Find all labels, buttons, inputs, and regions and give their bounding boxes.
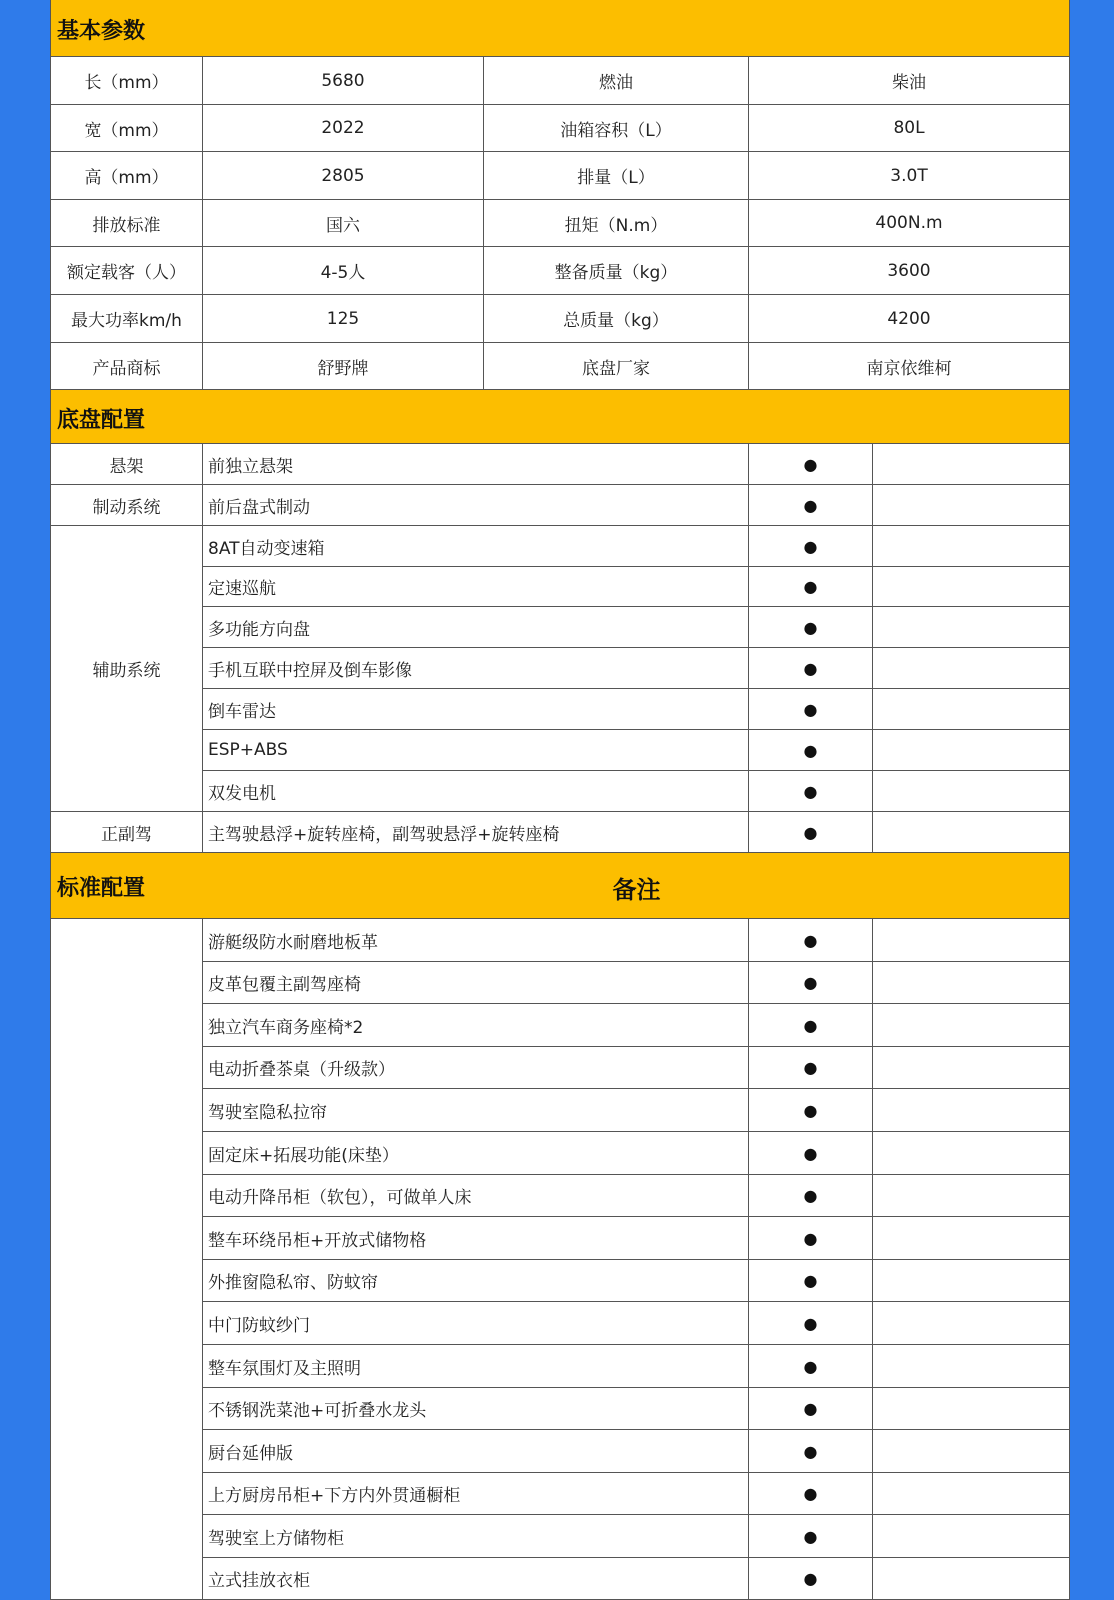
param-value: 2022 [203,105,484,152]
param-label-right: 扭矩（N.m） [484,200,749,247]
param-value-right: 3600 [749,247,1069,295]
chassis-note-cell [873,689,1069,730]
included-mark-icon: ● [803,1015,818,1035]
param-value-right: 柴油 [749,57,1069,105]
standard-included-cell [749,1515,873,1558]
chassis-included-cell [749,730,873,771]
standard-note-cell [873,1089,1069,1132]
chassis-included-cell [749,526,873,567]
included-mark-icon: ● [803,699,818,719]
chassis-item: 多功能方向盘 [203,607,749,648]
chassis-item: 倒车雷达 [203,689,749,730]
included-mark-icon: ● [803,1569,818,1588]
standard-included-cell [749,1558,873,1600]
spec-sheet [50,0,1070,1600]
chassis-config-title: 底盘配置 [57,408,146,433]
param-label: 额定载客（人） [51,247,203,295]
included-mark-icon: ● [803,1186,818,1205]
chassis-group-label: 悬架 [51,444,203,485]
chassis-item: 双发电机 [203,771,749,812]
chassis-included-cell [749,812,873,853]
param-label-right: 底盘厂家 [484,343,749,390]
standard-item: 整车环绕吊柜+开放式储物格 [203,1217,749,1260]
chassis-included-cell [749,567,873,607]
standard-note-cell [873,1473,1069,1515]
standard-item: 游艇级防水耐磨地板革 [203,919,749,962]
standard-item: 电动折叠茶桌（升级款） [203,1047,749,1089]
chassis-item: ESP+ABS [203,730,749,771]
chassis-note-cell [873,812,1069,853]
param-label-right: 油箱容积（L） [484,105,749,152]
included-mark-icon: ● [803,1228,818,1248]
standard-item: 不锈钢洗菜池+可折叠水龙头 [203,1388,749,1430]
included-mark-icon: ● [803,1399,818,1418]
param-label: 排放标准 [51,200,203,247]
standard-group-label [51,919,203,1600]
standard-included-cell [749,1388,873,1430]
chassis-note-cell [873,730,1069,771]
param-value-right: 南京依维柯 [749,343,1069,390]
standard-included-cell [749,1047,873,1089]
included-mark-icon: ● [803,1058,818,1077]
param-label-right: 燃油 [484,57,749,105]
param-value-right: 400N.m [749,200,1069,247]
param-label: 长（mm） [51,57,203,105]
chassis-note-cell [873,607,1069,648]
included-mark-icon: ● [803,1526,818,1546]
param-label: 最大功率km/h [51,295,203,343]
chassis-item: 前后盘式制动 [203,485,749,526]
standard-note-cell [873,1175,1069,1217]
chassis-item: 8AT自动变速箱 [203,526,749,567]
standard-note-cell [873,1260,1069,1302]
param-label: 产品商标 [51,343,203,390]
param-label-right: 排量（L） [484,152,749,200]
standard-note-cell [873,1302,1069,1345]
included-mark-icon: ● [803,973,818,992]
param-value-right: 3.0T [749,152,1069,200]
standard-item: 皮革包覆主副驾座椅 [203,962,749,1004]
chassis-included-cell [749,648,873,689]
param-label: 高（mm） [51,152,203,200]
chassis-note-cell [873,771,1069,812]
included-mark-icon: ● [803,658,818,678]
chassis-note-cell [873,485,1069,526]
param-value: 国六 [203,200,484,247]
chassis-group-label: 辅助系统 [51,526,203,812]
standard-note-cell [873,1430,1069,1473]
chassis-item: 定速巡航 [203,567,749,607]
standard-included-cell [749,1089,873,1132]
included-mark-icon: ● [803,495,818,515]
param-value-right: 80L [749,105,1069,152]
standard-item: 电动升降吊柜（软包），可做单人床 [203,1175,749,1217]
standard-item: 驾驶室上方储物柜 [203,1515,749,1558]
chassis-item: 前独立悬架 [203,444,749,485]
standard-included-cell [749,962,873,1004]
standard-note-cell [873,1515,1069,1558]
standard-config-header [51,853,1069,919]
chassis-item: 手机互联中控屏及倒车影像 [203,648,749,689]
standard-note-cell [873,1047,1069,1089]
param-label-right: 总质量（kg） [484,295,749,343]
included-mark-icon: ● [803,536,818,556]
chassis-note-cell [873,648,1069,689]
standard-item: 立式挂放衣柜 [203,1558,749,1600]
included-mark-icon: ● [803,1441,818,1461]
standard-note-cell [873,1388,1069,1430]
standard-item: 整车氛围灯及主照明 [203,1345,749,1388]
param-label: 宽（mm） [51,105,203,152]
standard-config-title: 标准配置 [57,876,146,901]
included-mark-icon: ● [803,1484,818,1503]
chassis-note-cell [873,526,1069,567]
standard-included-cell [749,1345,873,1388]
standard-note-cell [873,962,1069,1004]
standard-item: 外推窗隐私帘、防蚊帘 [203,1260,749,1302]
standard-note-cell [873,919,1069,962]
standard-item: 厨台延伸版 [203,1430,749,1473]
chassis-included-cell [749,485,873,526]
included-mark-icon: ● [803,1271,818,1290]
param-value: 2805 [203,152,484,200]
standard-note-cell [873,1217,1069,1260]
param-value: 5680 [203,57,484,105]
standard-included-cell [749,1175,873,1217]
included-mark-icon: ● [803,577,818,596]
chassis-config-header [51,390,1069,444]
included-mark-icon: ● [803,1356,818,1376]
included-mark-icon: ● [803,822,818,842]
chassis-included-cell [749,689,873,730]
chassis-item: 主驾驶悬浮+旋转座椅，副驾驶悬浮+旋转座椅 [203,812,749,853]
included-mark-icon: ● [803,1313,818,1333]
param-value: 4-5人 [203,247,484,295]
standard-included-cell [749,1430,873,1473]
included-mark-icon: ● [803,781,818,801]
included-mark-icon: ● [803,1143,818,1163]
standard-included-cell [749,1302,873,1345]
notes-column-header: 备注 [612,876,661,904]
chassis-group-label: 制动系统 [51,485,203,526]
standard-item: 固定床+拓展功能(床垫） [203,1132,749,1175]
standard-item: 独立汽车商务座椅*2 [203,1004,749,1047]
standard-included-cell [749,1473,873,1515]
included-mark-icon: ● [803,617,818,637]
included-mark-icon: ● [803,930,818,950]
param-value: 舒野牌 [203,343,484,390]
param-label-right: 整备质量（kg） [484,247,749,295]
param-value-right: 4200 [749,295,1069,343]
basic-params-title: 基本参数 [57,19,146,44]
standard-included-cell [749,919,873,962]
chassis-group-label: 正副驾 [51,812,203,853]
standard-included-cell [749,1004,873,1047]
included-mark-icon: ● [803,740,818,760]
standard-item: 驾驶室隐私拉帘 [203,1089,749,1132]
chassis-included-cell [749,771,873,812]
included-mark-icon: ● [803,1100,818,1120]
standard-included-cell [749,1132,873,1175]
basic-params-header [51,0,1069,57]
standard-note-cell [873,1132,1069,1175]
included-mark-icon: ● [803,454,818,474]
standard-included-cell [749,1217,873,1260]
standard-item: 上方厨房吊柜+下方内外贯通橱柜 [203,1473,749,1515]
standard-item: 中门防蚊纱门 [203,1302,749,1345]
standard-note-cell [873,1345,1069,1388]
chassis-included-cell [749,444,873,485]
chassis-note-cell [873,567,1069,607]
standard-note-cell [873,1004,1069,1047]
chassis-included-cell [749,607,873,648]
chassis-note-cell [873,444,1069,485]
standard-included-cell [749,1260,873,1302]
param-value: 125 [203,295,484,343]
standard-note-cell [873,1558,1069,1600]
